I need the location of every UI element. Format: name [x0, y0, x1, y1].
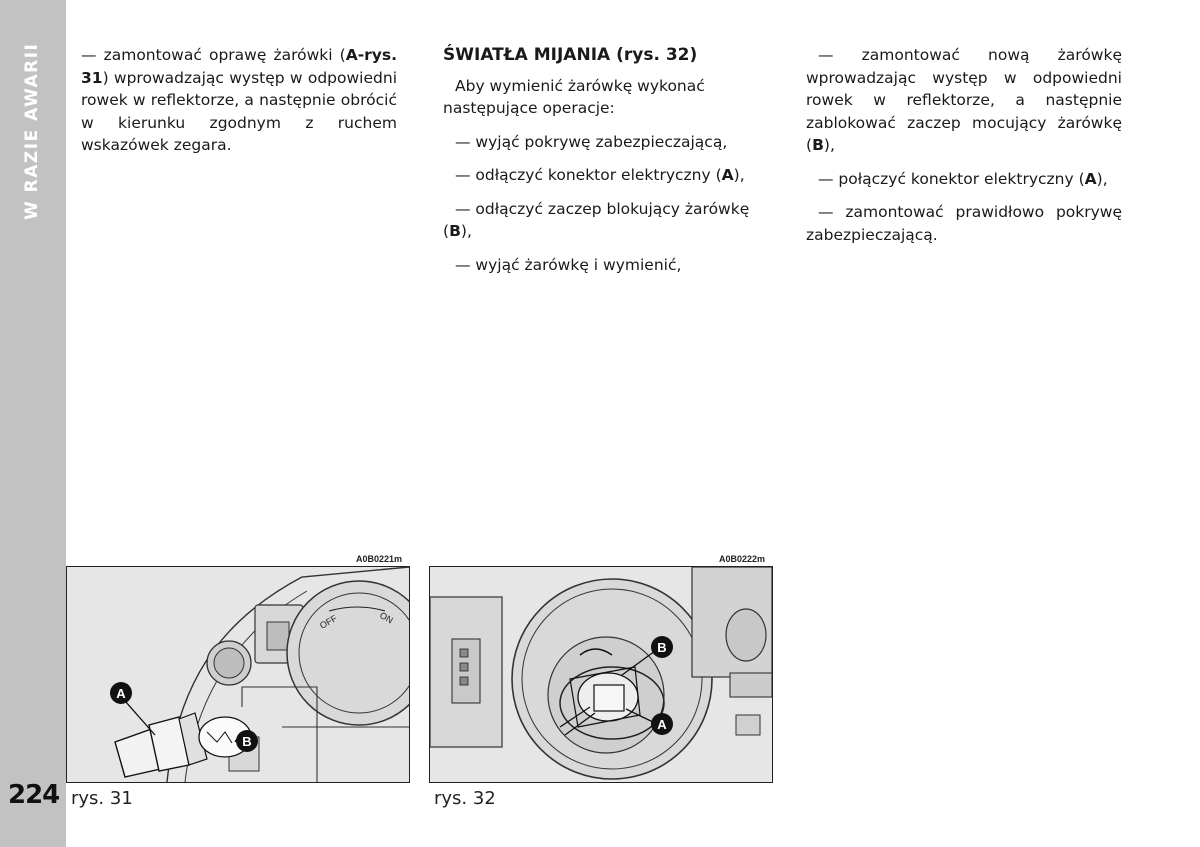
figure-reference: A-rys. 31 [81, 46, 397, 87]
step-item: — odłączyć zaczep blokujący żarówkę (B), [443, 199, 750, 240]
step-item: — zamontować nową żarówkę wprowadzając występ w odpowiedni rowek w reflektorze, a następnie zablokować zaczep mocujący żarówkę (B), [806, 46, 1122, 154]
dial-on-label: ON [378, 610, 395, 626]
figure-code: A0B0221m [356, 554, 403, 564]
callout-a-label: A [116, 686, 126, 701]
callout-a-label: A [657, 717, 667, 732]
figure-32 [429, 566, 773, 783]
step-item: — odłączyć konektor elektryczny (A), [455, 166, 745, 184]
figure-31 [66, 566, 410, 783]
figure-caption: rys. 32 [434, 788, 496, 809]
text-column-3 [806, 44, 1122, 257]
step-item: — wyjąć żarówkę i wymienić, [455, 255, 682, 274]
headlamp-socket-illustration [430, 567, 772, 782]
text-column-2 [443, 44, 763, 287]
figure-code: A0B0222m [719, 554, 766, 564]
side-band [0, 0, 66, 847]
headlamp-illustration [67, 567, 409, 782]
section-title: W RAZIE AWARII [22, 42, 42, 220]
step-item: — wyjąć pokrywę zabezpieczającą, [455, 132, 728, 151]
intro-paragraph: Aby wymienić żarówkę wykonać następujące operacje: [443, 76, 705, 117]
dial-off-label: OFF [318, 613, 339, 631]
step-item: — połączyć konektor elektryczny (A), [818, 169, 1108, 188]
text-column-1 [81, 44, 397, 168]
callout-b-label: B [242, 734, 252, 749]
step-item: — zamontować prawidłowo pokrywę zabezpieczającą. [806, 203, 1122, 244]
section-heading: ŚWIATŁA MIJANIA (rys. 32) [443, 45, 698, 65]
page-number: 224 [8, 780, 60, 810]
figure-caption: rys. 31 [71, 788, 133, 809]
instruction-paragraph: — zamontować oprawę żarówki (A-rys. 31) wprowadzając występ w odpowiedni rowek w reflektorze, a następnie obrócić w kierunku zgodnym z ruchem wskazówek zegara. [81, 46, 397, 154]
callout-b-label: B [657, 640, 667, 655]
